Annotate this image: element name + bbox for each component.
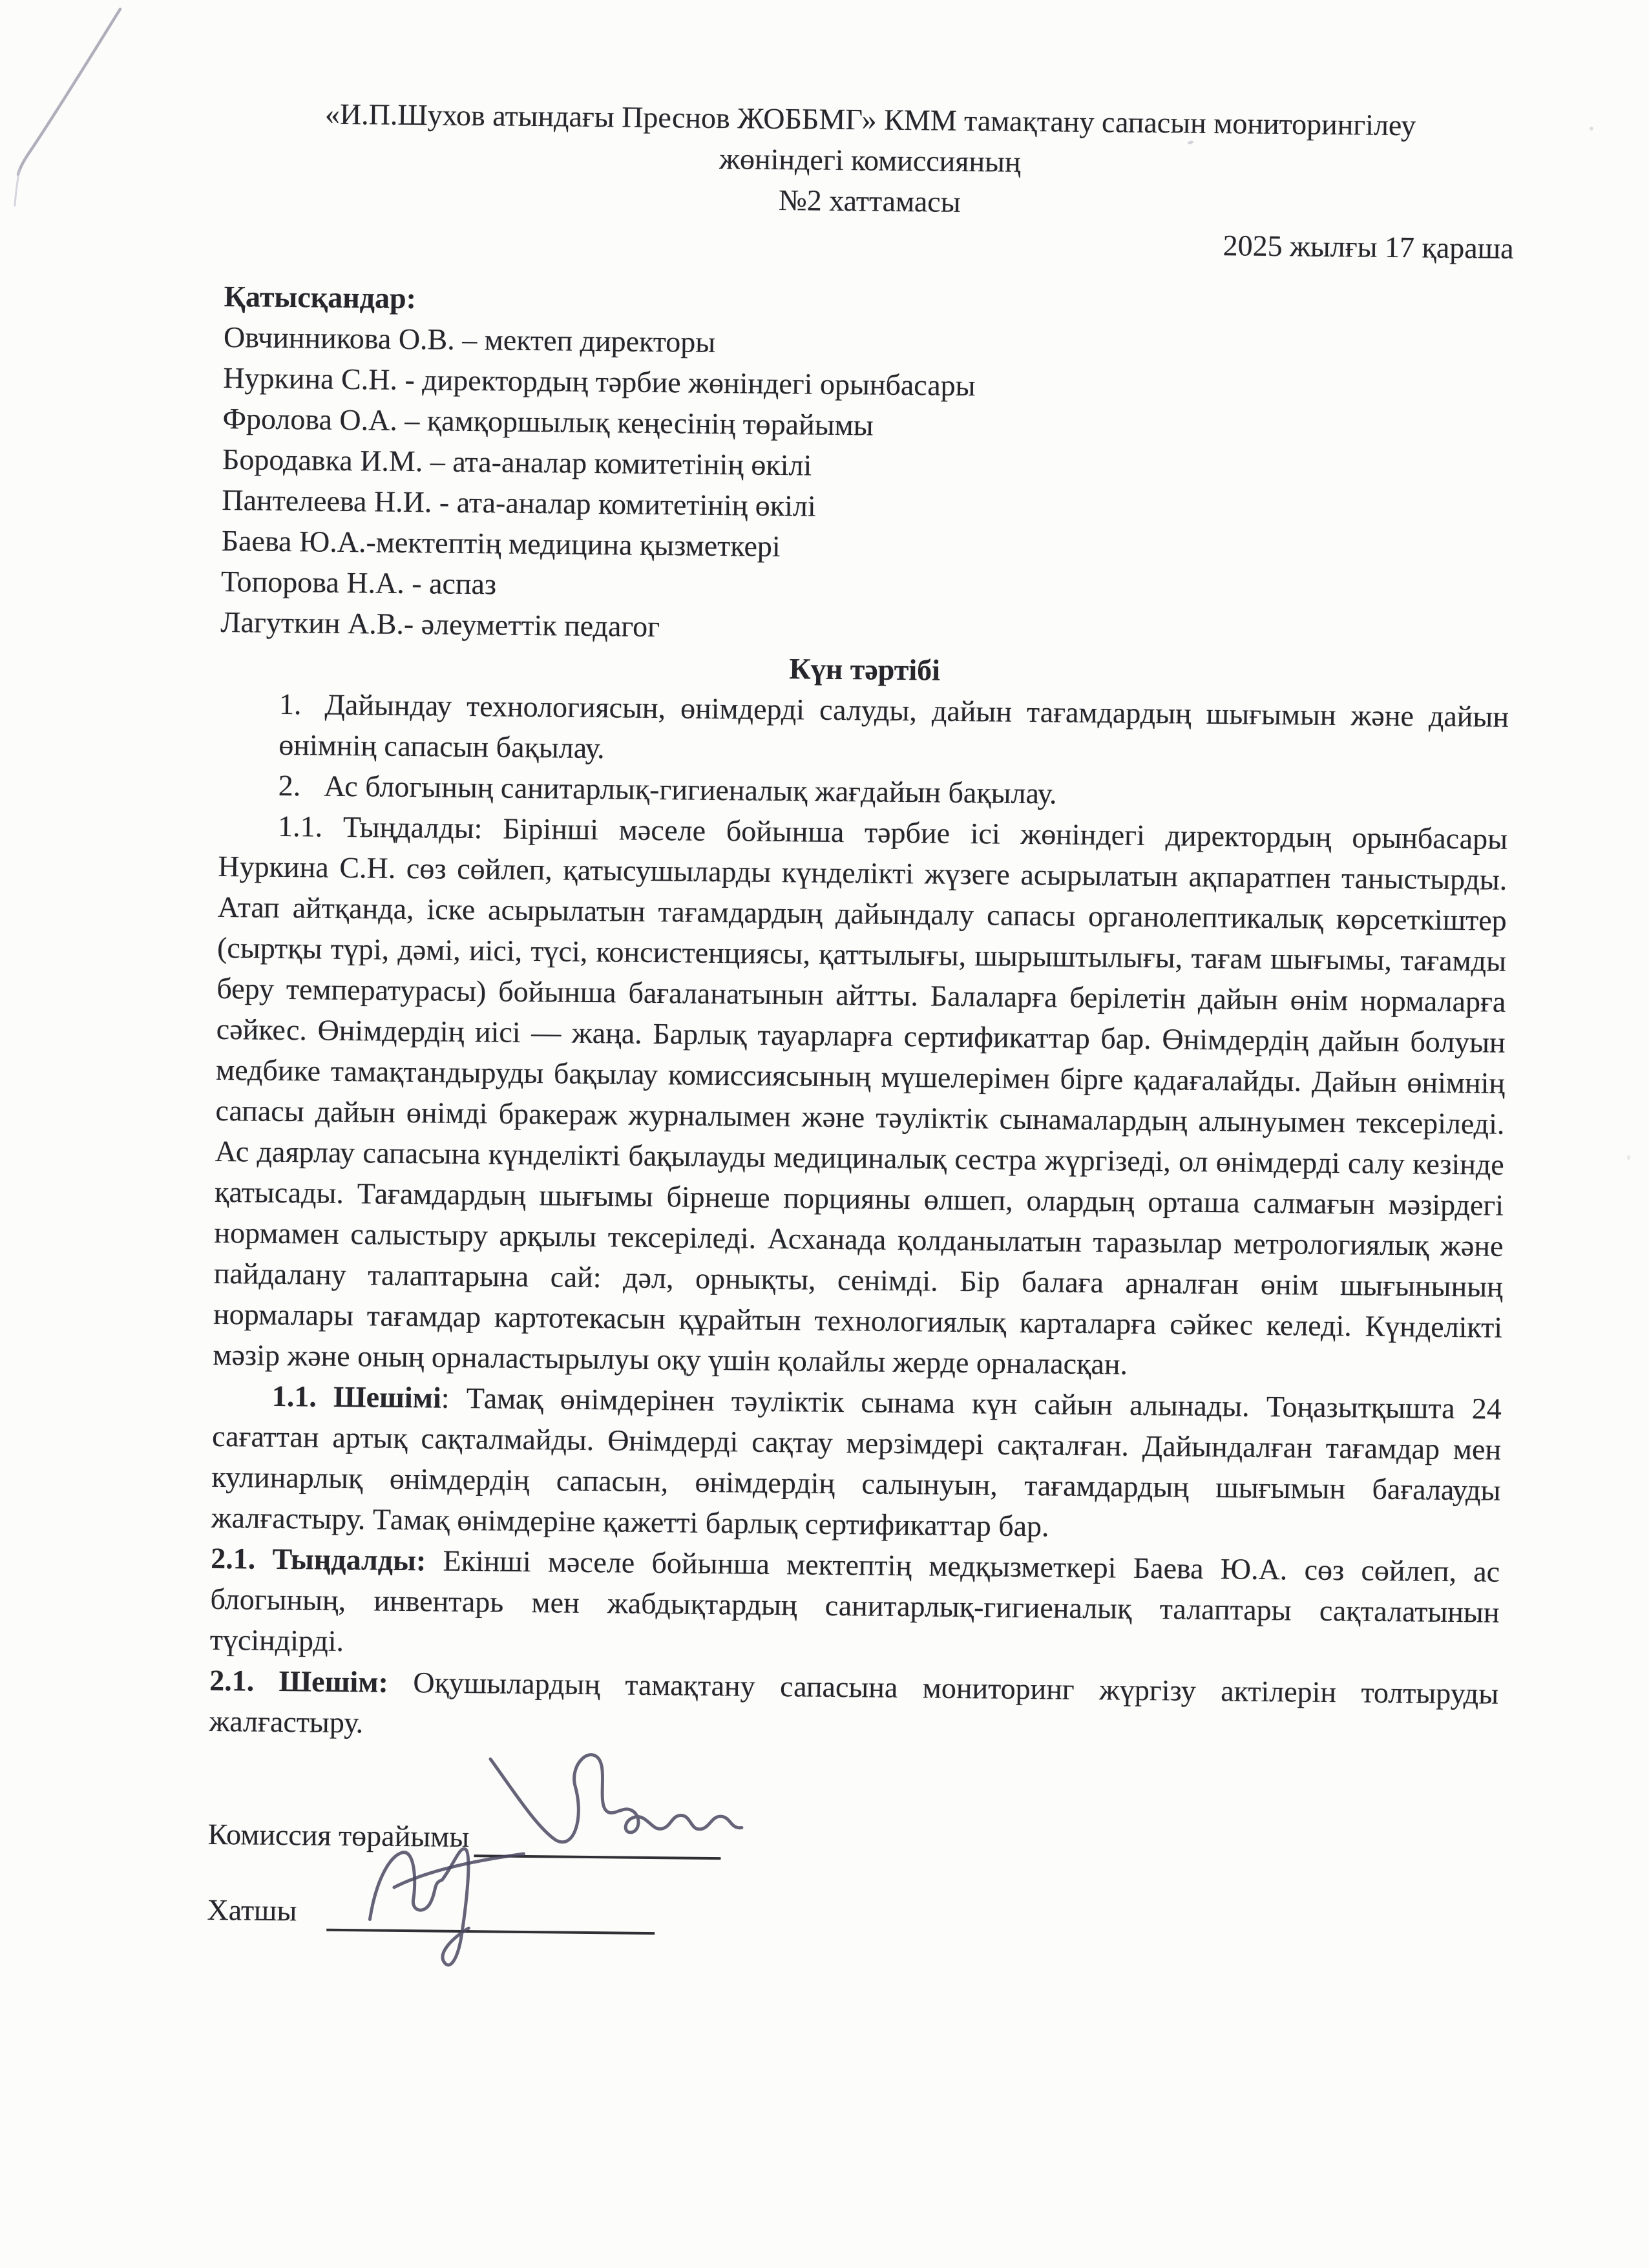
participants-section — [220, 276, 1513, 656]
paragraph-decision-2 — [209, 1660, 1498, 1755]
agenda-item-number: 1. — [278, 687, 302, 721]
title-line-3: №2 хаттамасы — [778, 183, 961, 218]
document-date: 2025 жылғы 17 қараша — [1223, 229, 1514, 265]
title-line-2: жөніндегі комиссияның — [719, 142, 1021, 178]
paragraph-text: Оқушылардың тамақтану сапасына мониторинг жүргізу актілерін толтыруды жалғастыру. — [209, 1665, 1499, 1739]
document-title — [225, 92, 1515, 228]
agenda-item-text: Дайындау технологиясын, өнімдерді салуды, дайын тағамдардың шығымын және дайын өнімнің сапасын бақылау. — [278, 688, 1509, 765]
participant: Топорова Н.А. - аспаз — [220, 564, 497, 601]
paragraph-lead: 2.1. Шешім: — [209, 1663, 389, 1699]
participant: Бородавка И.М. – ата-аналар комитетінің өкілі — [222, 442, 812, 482]
participants-heading: Қатысқандар: — [224, 279, 417, 315]
participant: Лагуткин А.В.- әлеуметтік педагог — [220, 605, 660, 644]
participant: Баева Ю.А.-мектептің медицина қызметкері — [221, 523, 781, 563]
document-content — [207, 92, 1515, 1944]
paragraph-lead: 1.1. Шешімі — [271, 1379, 442, 1414]
secretary-signature — [353, 1823, 554, 1977]
signature-block — [207, 1814, 1497, 1944]
participant: Пантелеева Н.И. - ата-аналар комитетінің өкілі — [222, 483, 816, 523]
agenda-heading: Күн тәртібі — [789, 652, 941, 687]
title-line-1: «И.П.Шухов атындағы Преснов ЖОББМГ» КММ тамақтану сапасын мониторингілеу — [324, 97, 1416, 142]
participant: Овчинникова О.В. – мектеп директоры — [223, 320, 716, 359]
scan-speck — [1627, 1155, 1630, 1160]
agenda-item-number: 2. — [278, 768, 301, 803]
agenda-item-text: Ас блогының санитарлық-гигиеналық жағдайын бақылау. — [324, 769, 1057, 810]
paragraph-text: 1.1. Тыңдалды: Бірінші мәселе бойынша тәрбие ісі жөніндегі директордың орынбасары Нуркина С.Н. сөз сөйлеп, қатысушыларды күнделікті жүзеге асырылатын ақпаратпен таныстырды. Атап айтқанда, іске асырылатын тағамдардың дайындалу сапасы органолептикалық көрсеткіштер (сыртқы түрі, дәмі, иісі, түсі, консистенциясы, қаттылығы, шырыштылығы, тағам шығымы, тағамды беру температурасы) бойынша бағаланатынын айтты. Балаларға берілетін дайын өнім нормаларға сәйкес. Өнімдердің иісі — жаңа. Барлық тауарларға сертификаттар бар. Өнімдердің дайын болуын медбике тамақтандыруды бақылау комиссиясының мүшелерімен бірге қадағалайды. Дайын өнімнің сапасы дайын өнімді бракераж журналымен және тәуліктік сынамалардың алынуымен тексеріледі. Ас даярлау сапасына күнделікті бақылауды медициналық сестра жүргізеді, ол өнімдерді салу кезінде қатысады. Тағамдардың шығымы бірнеше порцияны өлшеп, олардың орташа салмағын мәзірдегі нормамен салыстыру арқылы тексеріледі. Асханада қолданылатын таразылар метрологиялық және пайдалану талаптарына сай: дәл, орнықты, сенімді. Бір балаға арналған өнім шығынының нормалары тағамдар картотекасын құрайтын технологиялық карталарға сәйкес келеді. Күнделікті мәзір және оның орналастырылуы оқу үшін қолайлы жерде орналасқан. — [213, 809, 1508, 1381]
paragraph-decision-1 — [211, 1375, 1502, 1551]
paragraph-text: : Тамақ өнімдерінен тәуліктік сынама күн сайын алынады. Тоңазытқышта 24 сағаттан артық сақталмайды. Өнімдерді сақтау мерзімдері сақталған. Дайындалған тағамдар мен кулинарлық өнімдердің сапасын, өнімдердің салынуын, тағамдардың шығымын бағалауды жалғастыру. Тамақ өнімдеріне қажетті барлық сертификаттар бар. — [211, 1381, 1502, 1543]
paragraph-heard-2 — [210, 1538, 1500, 1674]
secretary-signature-row — [207, 1889, 1497, 1944]
agenda-item-1 — [278, 684, 1509, 778]
chair-label: Комиссия төрайымы — [207, 1817, 470, 1854]
fold-crease-mark — [0, 0, 168, 220]
scan-speck — [1590, 127, 1593, 131]
paragraph-lead: 2.1. Тыңдалды: — [210, 1541, 426, 1577]
paragraph-text: Екінші мәселе бойынша мектептің медқызметкері Баева Ю.А. сөз сөйлеп, ас блогының, инвентарь мен жабдықтардың санитарлық-гигиеналық талаптары сақталатынын түсіндірді. — [209, 1544, 1500, 1658]
secretary-label: Хатшы — [207, 1893, 297, 1927]
participant: Фролова О.А. – қамқоршылық кеңесінің төрайымы — [222, 401, 874, 442]
secretary-signature-line — [326, 1893, 655, 1935]
participant: Нуркина С.Н. - директордың тәрбие жөніндегі орынбасары — [223, 361, 976, 403]
paragraph-heard-1 — [213, 805, 1507, 1389]
